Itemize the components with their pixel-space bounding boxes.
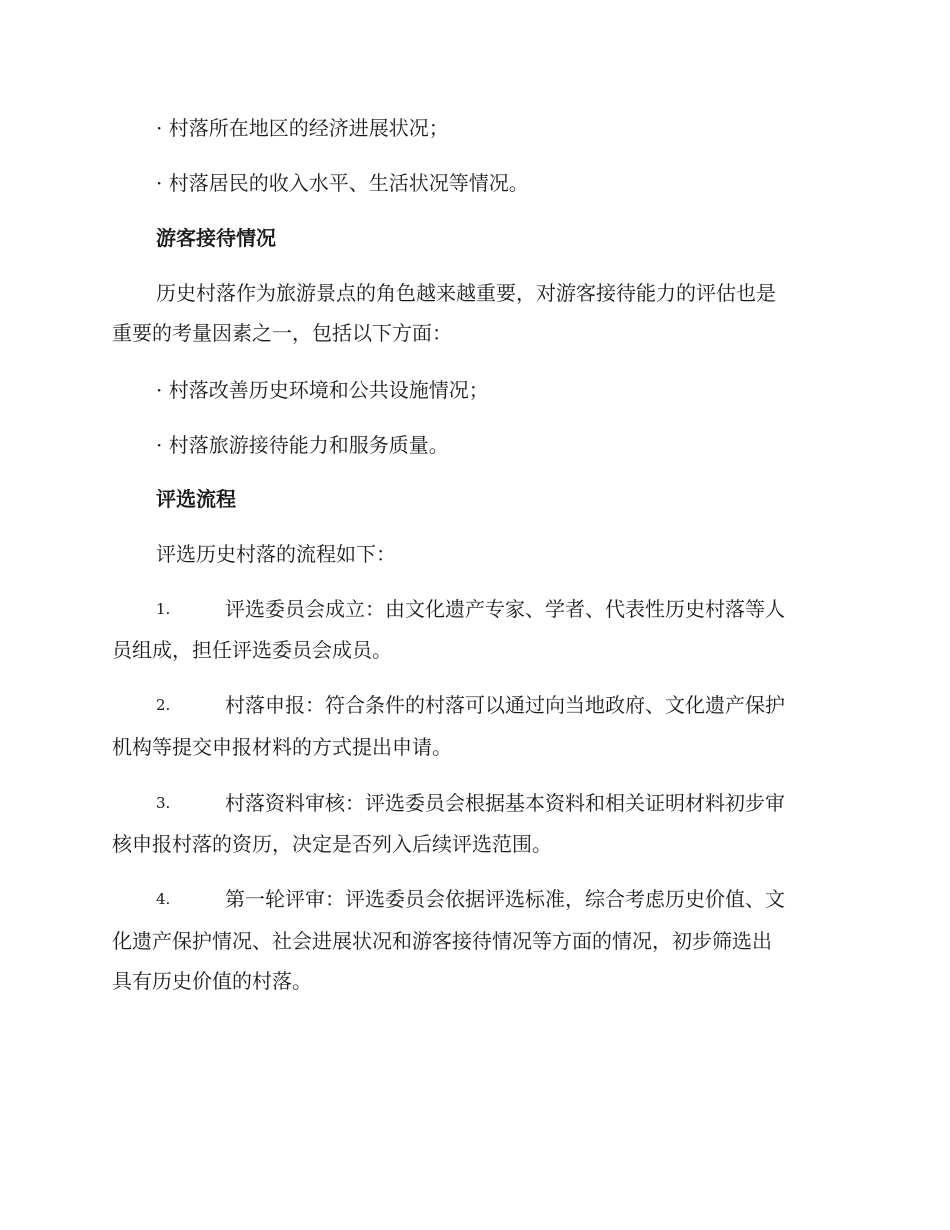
- heading-reception: 游客接待情况: [156, 226, 276, 250]
- step-number: 3.: [156, 794, 171, 812]
- step-number: 4.: [156, 890, 171, 908]
- step-number: 2.: [156, 696, 171, 714]
- bullet-environment: · 村落改善历史环境和公共设施情况；: [156, 378, 489, 402]
- step-3-line1: 村落资料审核：评选委员会根据基本资料和相关证明材料初步审: [225, 791, 785, 815]
- step-1-line1: 评选委员会成立：由文化遗产专家、学者、代表性历史村落等人: [225, 597, 785, 621]
- step-4-line3: 具有历史价值的村落。: [112, 969, 312, 993]
- step-2-line2: 机构等提交申报材料的方式提出申请。: [112, 735, 452, 759]
- reception-intro-line2: 重要的考量因素之一，包括以下方面：: [112, 321, 452, 345]
- step-4-line2: 化遗产保护情况、社会进展状况和游客接待情况等方面的情况，初步筛选出: [112, 929, 772, 953]
- step-4-line1: 第一轮评审：评选委员会依据评选标准，综合考虑历史价值、文: [225, 887, 785, 911]
- bullet-economy: · 村落所在地区的经济进展状况；: [156, 116, 449, 140]
- heading-process: 评选流程: [156, 487, 236, 511]
- step-2-line1: 村落申报：符合条件的村落可以通过向当地政府、文化遗产保护: [225, 693, 785, 717]
- step-number: 1.: [156, 600, 171, 618]
- step-1-line2: 员组成，担任评选委员会成员。: [112, 638, 392, 662]
- bullet-service: · 村落旅游接待能力和服务质量。: [156, 433, 449, 457]
- step-3-line2: 核申报村落的资历，决定是否列入后续评选范围。: [112, 832, 552, 856]
- bullet-income: · 村落居民的收入水平、生活状况等情况。: [156, 171, 529, 195]
- reception-intro-line1: 历史村落作为旅游景点的角色越来越重要，对游客接待能力的评估也是: [156, 281, 776, 305]
- process-intro: 评选历史村落的流程如下：: [156, 542, 396, 566]
